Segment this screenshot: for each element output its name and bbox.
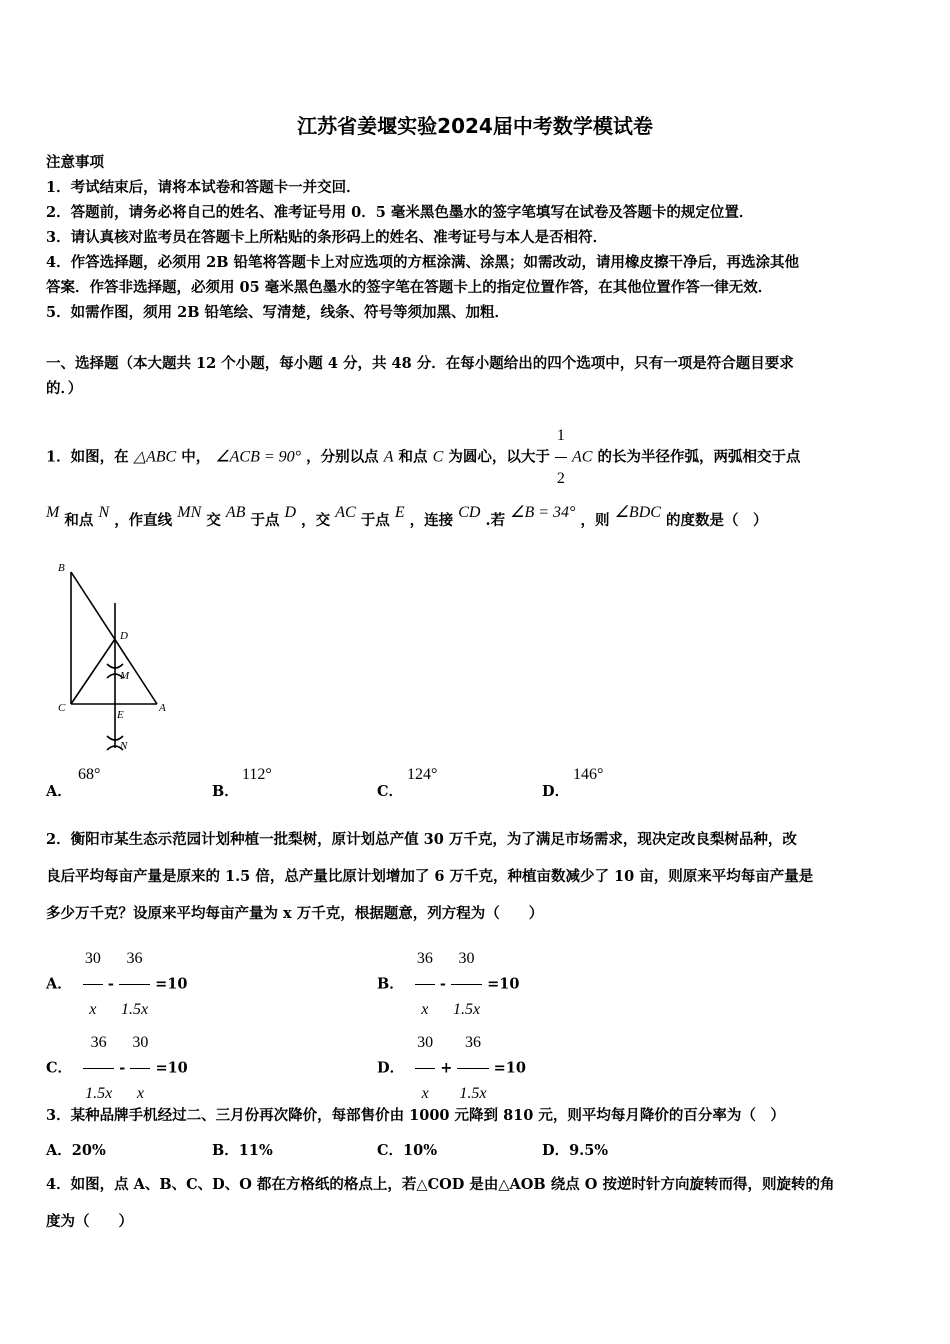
q1-option-b-value: 112° (242, 766, 272, 783)
label-m: M (120, 670, 130, 682)
q3-text: 3．某种品牌手机经过二、三月份再次降价，每部售价由 1000 元降到 810 元，则平均每月降价的百分率为（ ） (46, 1107, 785, 1124)
notice-item-1: 1．考试结束后，请将本试卷和答题卡一并交回． (46, 179, 361, 196)
q1-line-2: M 和点 N ，作直线 MN 交 AB 于点 D ，交 AC 于点 E ，连接 CD .若 ∠B = 34° ，则 ∠BDC 的度数是（ ） (46, 504, 768, 529)
q1-option-d[interactable]: D． (542, 783, 570, 800)
q1-option-c-value: 124° (407, 766, 438, 783)
notice-heading: 注意事项 (46, 154, 104, 171)
q3-option-c[interactable]: C．10% (377, 1142, 438, 1159)
section-heading-cont: 的．） (46, 380, 83, 397)
notice-item-5: 5．如需作图，须用 2B 铅笔绘、写清楚，线条、符号等须加黑、加粗． (46, 304, 510, 321)
q1-triangle-figure (50, 556, 185, 756)
q1-option-b[interactable]: B． (212, 783, 239, 800)
q2-option-d[interactable]: D． $\frac{30}{x}$ + $\frac{36}{1.5x}$ =10 (377, 1020, 526, 1117)
q2-line-2: 良后平均每亩产量是原来的 1.5 倍，总产量比原计划增加了 6 万千克，种植亩数减少了 10 亩，则原来平均每亩产量是 (46, 868, 814, 885)
label-e: E (117, 709, 124, 721)
label-c: C (58, 702, 66, 714)
q3-option-d[interactable]: D．9.5% (542, 1142, 609, 1159)
notice-item-2: 2．答题前，请务必将自己的姓名、准考证号用 0．5 毫米黑色墨水的签字笔填写在试卷及答题卡的规定位置． (46, 204, 754, 221)
label-a: A (159, 702, 166, 714)
q2-option-b[interactable]: B． $\frac{36}{x}$ - $\frac{30}{1.5x}$ =10 (377, 936, 519, 1033)
label-d: D (120, 630, 128, 642)
label-n: N (120, 740, 128, 752)
q3-option-a[interactable]: A．20% (46, 1142, 106, 1159)
q2-line-3: 多少万千克？设原来平均每亩产量为 x 万千克，根据题意，列方程为（ ） (46, 905, 544, 922)
page-title: 江苏省姜堰实验2024届中考数学模试卷 (297, 114, 653, 138)
q1-option-a[interactable]: A． (46, 783, 72, 800)
section-heading: 一、选择题（本大题共 12 个小题，每小题 4 分，共 48 分．在每小题给出的四个选项中，只有一项是符合题目要求 (46, 355, 794, 372)
half-fraction: $\frac{1}{2}$ (555, 417, 567, 498)
q1-option-d-value: 146° (573, 766, 604, 783)
q1-option-c[interactable]: C． (377, 783, 404, 800)
q1-line-1: 1．如图，在 △ABC 中， ∠ACB = 90° ，分别以点 A 和点 C 为圆心，以大于 $\frac{1}{2}$ AC 的长为半径作弧，两弧相交于点 (46, 417, 800, 498)
segment-cd (71, 639, 115, 704)
notice-item-4-cont: 答案．作答非选择题，必须用 05 毫米黑色墨水的签字笔在答题卡上的指定位置作答，在其他位置作答一律无效． (46, 279, 773, 296)
q2-option-a[interactable]: A． $\frac{30}{x}$ - $\frac{36}{1.5x}$ =10 (46, 936, 187, 1033)
q2-option-c[interactable]: C． $\frac{36}{1.5x}$ - $\frac{30}{x}$ =10 (46, 1020, 188, 1117)
label-b: B (58, 562, 65, 574)
q3-option-b[interactable]: B．11% (212, 1142, 273, 1159)
notice-item-3: 3．请认真核对监考员在答题卡上所粘贴的条形码上的姓名、准考证号与本人是否相符． (46, 229, 608, 246)
q4-line-1: 4．如图，点 A、B、C、D、O 都在方格纸的格点上，若△COD 是由△AOB 绕点 O 按逆时针方向旋转而得，则旋转的角 (46, 1176, 835, 1193)
q2-line-1: 2．衡阳市某生态示范园计划种植一批梨树，原计划总产值 30 万千克，为了满足市场需求，现决定改良梨树品种，改 (46, 831, 797, 848)
q1-option-a-value: 68° (78, 766, 101, 783)
notice-item-4: 4．作答选择题，必须用 2B 铅笔将答题卡上对应选项的方框涂满、涂黑；如需改动，请用橡皮擦干净后，再选涂其他 (46, 254, 800, 271)
q4-line-2: 度为（ ） (46, 1213, 133, 1230)
